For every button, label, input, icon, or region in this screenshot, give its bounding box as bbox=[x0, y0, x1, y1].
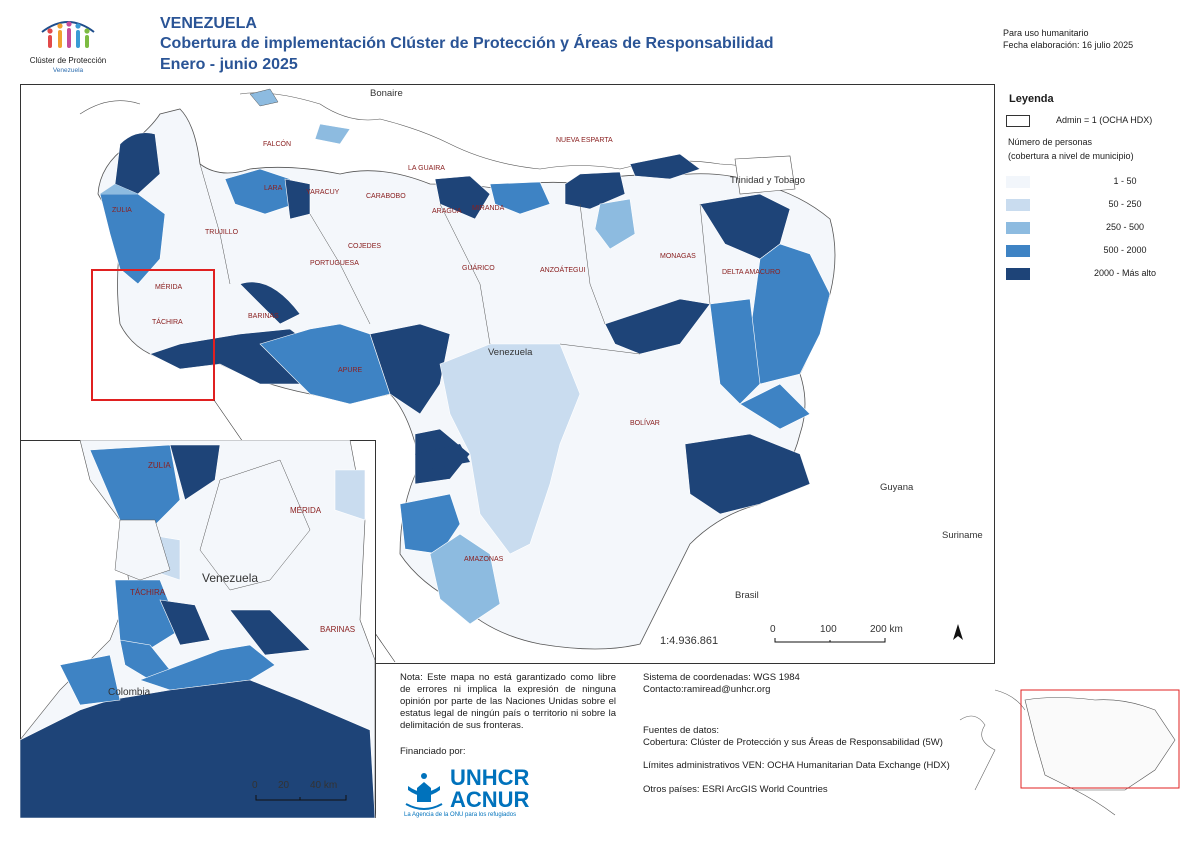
creation-date: Fecha elaboración: 16 julio 2025 bbox=[1003, 40, 1134, 50]
state-aragua: ARAGUA bbox=[432, 208, 462, 215]
state-nueva-esparta: NUEVA ESPARTA bbox=[556, 137, 613, 144]
locator-map bbox=[955, 680, 1187, 820]
state-amazonas: AMAZONAS bbox=[464, 556, 504, 563]
legend-admin-label: Admin = 1 (OCHA HDX) bbox=[1056, 115, 1153, 125]
contact-email: Contacto:ramiread@unhcr.org bbox=[643, 684, 771, 695]
scale-200: 200 km bbox=[870, 624, 903, 635]
state-bolivar: BOLÍVAR bbox=[630, 420, 660, 427]
state-merida: MÉRIDA bbox=[155, 284, 183, 291]
legend-range-label: 2000 - Más alto bbox=[1093, 268, 1157, 278]
label-suriname: Suriname bbox=[942, 530, 983, 541]
state-zulia: ZULIA bbox=[112, 207, 132, 214]
state-guarico: GUÁRICO bbox=[462, 265, 495, 272]
legend-range-label: 50 - 250 bbox=[1108, 199, 1142, 209]
logo-subtitle: Venezuela bbox=[52, 67, 84, 74]
map-subtitle: Cobertura de implementación Clúster de Protección y Áreas de Responsabilidad bbox=[160, 35, 774, 52]
disclaimer-note: Nota: Este mapa no está garantizado como libre de errores ni implica la expresión de ninguna opinión por parte de las Naciones Unidas sobre el estatus legal de ningún país o territorio ni sobre la delimitación de sus fronteras. bbox=[400, 672, 616, 731]
state-anzoategui: ANZOÁTEGUI bbox=[540, 267, 586, 274]
acnur-wordmark: ACNUR bbox=[450, 787, 530, 812]
state-cojedes: COJEDES bbox=[348, 243, 382, 250]
legend-admin-swatch bbox=[1006, 115, 1030, 127]
state-yaracuy: YARACUY bbox=[306, 189, 340, 196]
sources-title: Fuentes de datos: bbox=[643, 725, 720, 736]
state-miranda: MIRANDA bbox=[472, 205, 505, 212]
inset-tachira: TÁCHIRA bbox=[130, 588, 166, 597]
legend-swatch bbox=[1006, 222, 1030, 234]
source-coverage: Cobertura: Clúster de Protección y sus Áreas de Responsabilidad (5W) bbox=[643, 737, 943, 748]
inset-scale-0: 0 bbox=[252, 780, 258, 791]
state-la-guaira: LA GUAIRA bbox=[408, 165, 445, 172]
label-bonaire: Bonaire bbox=[370, 88, 403, 99]
unhcr-logo-icon bbox=[400, 768, 448, 816]
state-lara: LARA bbox=[264, 185, 283, 192]
scale-ratio: 1:4.936.861 bbox=[660, 635, 719, 647]
state-monagas: MONAGAS bbox=[660, 253, 696, 260]
state-barinas: BARINAS bbox=[248, 313, 279, 320]
unhcr-tagline: La Agencia de la ONU para los refugiados bbox=[404, 812, 517, 818]
inset-scale-40: 40 km bbox=[310, 780, 338, 791]
source-countries: Otros países: ESRI ArcGIS World Countries bbox=[643, 784, 828, 795]
map-title: VENEZUELA bbox=[160, 15, 257, 32]
state-delta-amacuro: DELTA AMACURO bbox=[722, 269, 781, 276]
legend-subtitle-2: (cobertura a nivel de municipio) bbox=[1008, 151, 1134, 161]
legend-range-label: 250 - 500 bbox=[1105, 222, 1145, 232]
state-carabobo: CARABOBO bbox=[366, 193, 406, 200]
unhcr-wordmark: UNHCR bbox=[450, 765, 530, 790]
label-guyana: Guyana bbox=[880, 482, 914, 493]
scale-0: 0 bbox=[770, 624, 776, 635]
legend-range-label: 1 - 50 bbox=[1113, 176, 1137, 186]
legend-swatch bbox=[1006, 245, 1030, 257]
logo-title: Clúster de Protección bbox=[29, 56, 107, 65]
legend-subtitle-1: Número de personas bbox=[1008, 137, 1093, 147]
inset-merida: MÉRIDA bbox=[290, 506, 322, 515]
scale-100: 100 bbox=[820, 624, 837, 635]
source-admin: Límites administrativos VEN: OCHA Humanitarian Data Exchange (HDX) bbox=[643, 760, 950, 771]
humanitarian-use-note: Para uso humanitario bbox=[1003, 28, 1089, 38]
label-brasil: Brasil bbox=[735, 590, 759, 601]
state-tachira: TÁCHIRA bbox=[152, 319, 183, 326]
coordinate-system: Sistema de coordenadas: WGS 1984 bbox=[643, 672, 800, 683]
label-venezuela: Venezuela bbox=[488, 347, 533, 358]
map-period: Enero - junio 2025 bbox=[160, 56, 298, 73]
cluster-logo bbox=[38, 14, 98, 54]
state-trujillo: TRUJILLO bbox=[205, 229, 239, 236]
inset-map bbox=[20, 440, 376, 818]
state-apure: APURE bbox=[338, 367, 363, 374]
legend-swatch bbox=[1006, 268, 1030, 280]
label-trinidad: Trinidad y Tobago bbox=[730, 175, 805, 186]
funded-by-label: Financiado por: bbox=[400, 746, 466, 757]
state-portuguesa: PORTUGUESA bbox=[310, 260, 359, 267]
label-colombia: Colombia bbox=[108, 687, 151, 698]
legend-swatch bbox=[1006, 199, 1030, 211]
legend-range-label: 500 - 2000 bbox=[1103, 245, 1147, 255]
inset-barinas: BARINAS bbox=[320, 625, 356, 634]
legend-swatch bbox=[1006, 176, 1030, 188]
inset-scale-20: 20 bbox=[278, 780, 290, 791]
inset-venezuela: Venezuela bbox=[202, 571, 259, 585]
inset-zulia: ZULIA bbox=[148, 461, 171, 470]
legend-title: Leyenda bbox=[1009, 93, 1054, 105]
state-falcon: FALCÓN bbox=[263, 141, 292, 148]
